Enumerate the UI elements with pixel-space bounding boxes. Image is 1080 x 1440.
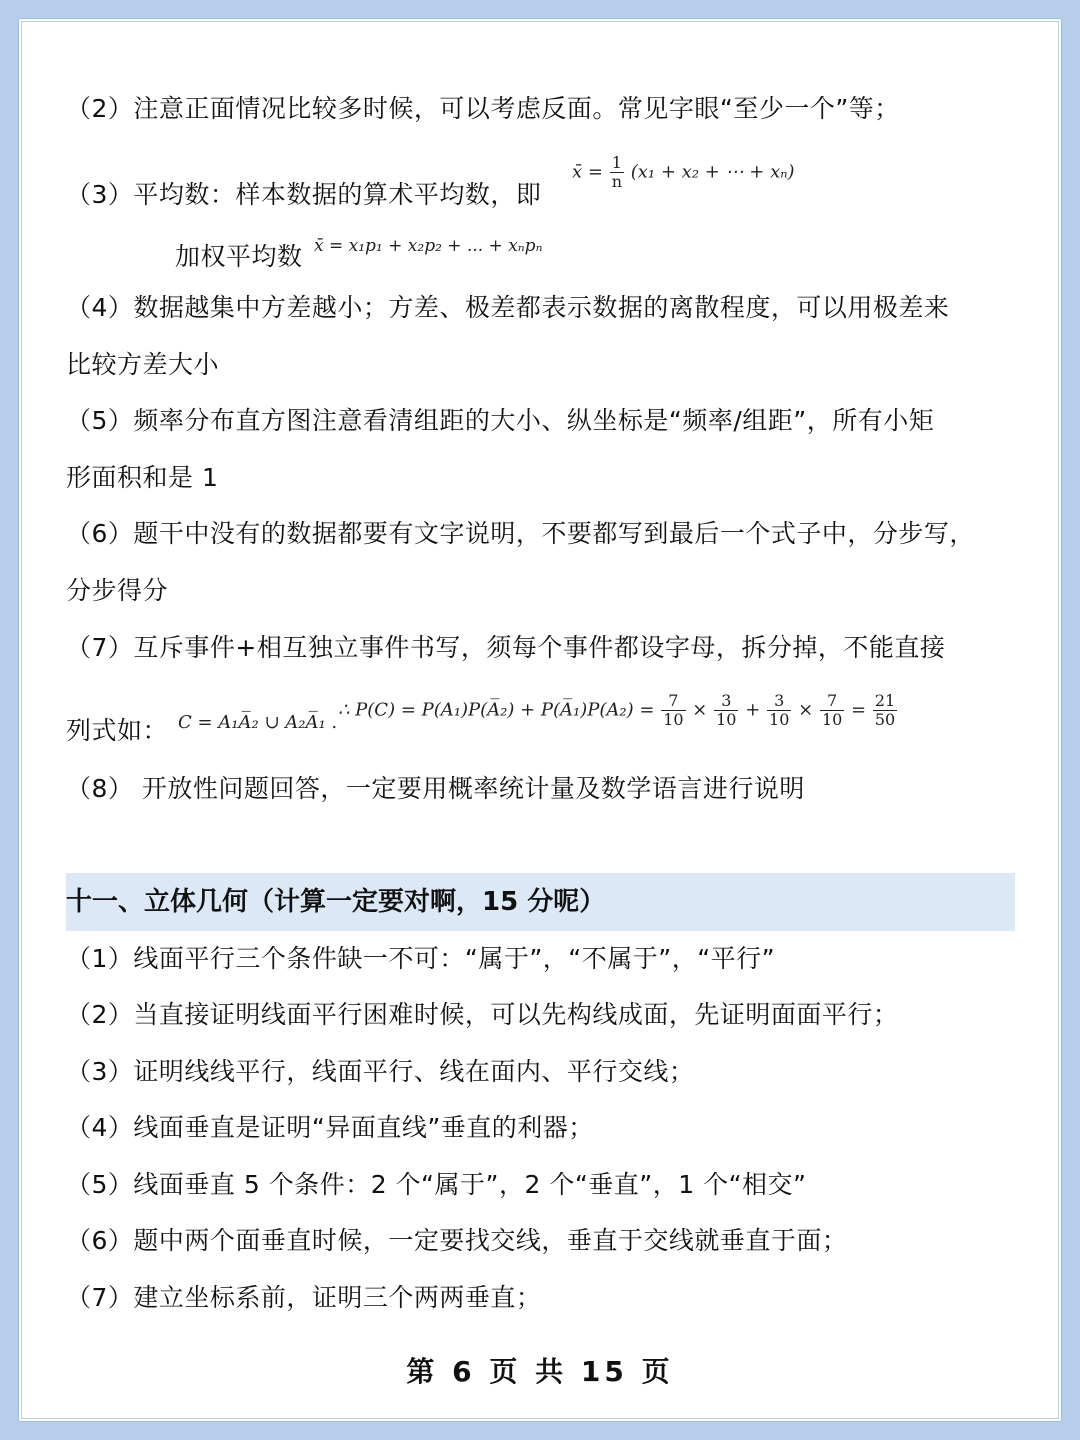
prob-fraction-2-den: 10	[716, 710, 737, 729]
stats-item-6-line1: （6）题干中没有的数据都要有文字说明，不要都写到最后一个式子中，分步写，	[66, 519, 975, 548]
stats-item-2: （2）注意正面情况比较多时候，可以考虑反面。常见字眼“至少一个”等；	[66, 94, 900, 123]
prob-fraction-5-num: 21	[874, 691, 896, 710]
stats-item-7-line1: （7）互斥事件+相互独立事件书写，须每个事件都设字母，拆分掉，不能直接	[66, 633, 946, 662]
prob-fraction-1-den: 10	[663, 710, 684, 729]
mean-fraction-num: 1	[610, 154, 624, 173]
prob-fraction-3	[767, 692, 791, 729]
prob-fraction-3-num: 3	[767, 692, 791, 711]
geometry-item-4: （4）线面垂直是证明“异面直线”垂直的利器；	[66, 1113, 594, 1142]
operator-plus: +	[745, 699, 761, 721]
geometry-item-6: （6）题中两个面垂直时候，一定要找交线，垂直于交线就垂直于面；	[66, 1226, 848, 1255]
prob-fraction-4	[820, 692, 844, 729]
section-title-geometry: 十一、立体几何（计算一定要对啊，15 分呢）	[66, 887, 606, 917]
weighted-mean-label: 加权平均数	[175, 242, 303, 271]
stats-item-4-line2: 比较方差大小	[66, 350, 220, 379]
geometry-item-5: （5）线面垂直 5 个条件：2 个“属于”，2 个“垂直”，1 个“相交”	[66, 1170, 807, 1199]
geometry-item-2: （2）当直接证明线面平行困难时候，可以先构线成面，先证明面面平行；	[66, 1000, 899, 1029]
prob-fraction-3-den: 10	[769, 710, 790, 729]
stats-item-3-label: （3）平均数：样本数据的算术平均数，即	[66, 180, 542, 209]
stats-item-8: （8） 开放性问题回答，一定要用概率统计量及数学语言进行说明	[66, 774, 805, 803]
prob-fraction-1	[661, 692, 685, 729]
mean-fraction	[610, 154, 624, 191]
probability-formula-left: ∴ P(C) = P(A₁)P(A̅₂) + P(A̅₁)P(A₂) =	[338, 699, 655, 721]
mean-formula-right: (x₁ + x₂ + ⋯ + xₙ)	[630, 161, 795, 183]
mean-formula-left: x̄ =	[572, 161, 603, 183]
prob-fraction-5-den: 50	[874, 710, 896, 729]
prob-fraction-1-num: 7	[661, 692, 685, 711]
geometry-item-1: （1）线面平行三个条件缺一不可：“属于”，“不属于”，“平行”	[66, 944, 776, 973]
prob-fraction-2-num: 3	[714, 692, 738, 711]
mean-fraction-den: n	[611, 172, 623, 191]
stats-item-6-line2: 分步得分	[66, 576, 169, 605]
geometry-item-7: （7）建立坐标系前，证明三个两两垂直；	[66, 1283, 542, 1312]
stats-item-5-line2: 形面积和是 1	[66, 463, 219, 492]
stats-item-5-line1: （5）频率分布直方图注意看清组距的大小、纵坐标是“频率/组距”，所有小矩	[66, 406, 935, 435]
probability-formula	[338, 692, 898, 729]
prob-fraction-2	[714, 692, 738, 729]
stats-item-4-line1: （4）数据越集中方差越小；方差、极差都表示数据的离散程度，可以用极差来	[66, 293, 950, 322]
event-formula: C = A₁A̅₂ ∪ A₂A̅₁ .	[178, 712, 338, 733]
geometry-item-3: （3）证明线线平行，线面平行、线在面内、平行交线；	[66, 1057, 695, 1086]
page-number-footer: 第 6 页 共 15 页	[406, 1355, 674, 1388]
stats-item-7-line2-label: 列式如：	[66, 716, 169, 745]
prob-fraction-4-den: 10	[821, 710, 843, 729]
prob-fraction-4-num: 7	[820, 692, 844, 711]
weighted-mean-formula: x̄ = x₁p₁ + x₂p₂ + ... + xₙpₙ	[314, 236, 543, 256]
operator-times-1: ×	[692, 699, 708, 721]
prob-fraction-5	[873, 692, 897, 729]
mean-formula	[572, 154, 795, 191]
operator-times-2: ×	[798, 699, 814, 721]
operator-equals: =	[851, 699, 867, 721]
